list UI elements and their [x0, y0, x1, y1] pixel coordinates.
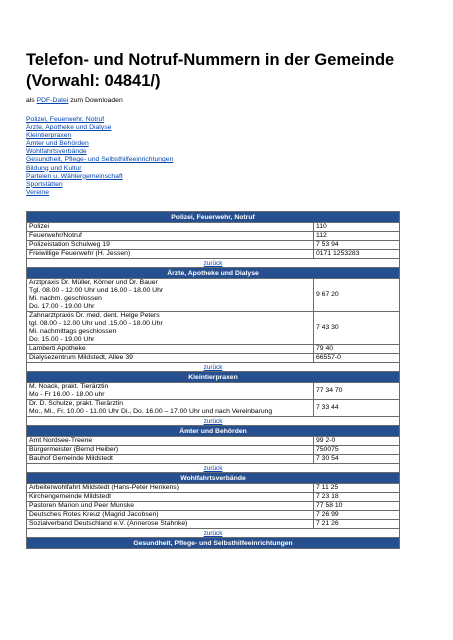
table-row	[27, 502, 400, 511]
section-header-polizei: Polizei, Feuerwehr, Notruf	[27, 212, 400, 223]
back-row	[27, 529, 400, 538]
table-row	[27, 312, 400, 345]
table-row	[27, 232, 400, 241]
entry-number: 110	[314, 223, 400, 232]
entry-line: Tgl. 08.00 - 12.00 Uhr und 16.00 - 18.00 Uhr	[29, 287, 164, 294]
entry-line: Dr. D. Schulze, prakt. Tierärztin	[29, 400, 124, 407]
entry-number: 7 21 26	[314, 520, 400, 529]
entry-name: Lamberti Apotheke	[27, 345, 314, 354]
entry-line: Mo., Mi., Fr. 10.00 - 11.00 Uhr Di., Do. 16.00 – 17.00 Uhr und nach Vereinbarung	[29, 408, 273, 415]
toc-link-vereine[interactable]: Vereine	[26, 188, 50, 196]
table-row	[27, 250, 400, 259]
entry-name: Deutsches Rotes Kreuz (Magrid Jacobsen)	[27, 511, 314, 520]
entry-name	[27, 279, 314, 312]
entry-number: 0171 1253283	[314, 250, 400, 259]
entry-number: 7 23 18	[314, 493, 400, 502]
toc-link-gesundheit[interactable]: Gesundheit, Pflege- und Selbsthilfeeinrichtungen	[26, 156, 174, 164]
table-row	[27, 279, 400, 312]
back-link[interactable]: zurück	[203, 259, 223, 267]
back-row	[27, 417, 400, 426]
toc-link-wohlfahrt[interactable]: Wohlfahrtsverbände	[26, 148, 87, 156]
entry-number: 77 58 10	[314, 502, 400, 511]
entry-name	[27, 400, 314, 417]
download-line	[26, 96, 123, 105]
toc-link-aerzte[interactable]: Ärzte, Apotheke und Dialyse	[26, 124, 112, 132]
entry-number: 79 40	[314, 345, 400, 354]
entry-name	[27, 312, 314, 345]
back-link[interactable]: zurück	[203, 363, 223, 371]
entry-number: 7 26 99	[314, 511, 400, 520]
entry-name: Dialysezentrum Mildstedt, Allee 39	[27, 354, 314, 363]
back-link[interactable]: zurück	[203, 464, 223, 472]
entry-name: Arbeiterwohlfahrt Mildstedt (Hans-Peter Henkens)	[27, 484, 314, 493]
back-link[interactable]: zurück	[203, 417, 223, 425]
entry-number: 7 43 30	[314, 312, 400, 345]
entry-line: Mi. nachm. geschlossen	[29, 295, 102, 302]
toc-link-bildung[interactable]: Bildung und Kultur	[26, 164, 82, 172]
table-row	[27, 223, 400, 232]
table-row	[27, 345, 400, 354]
back-row	[27, 259, 400, 268]
entry-name: Sozialverband Deutschland e.V. (Annerose Stahnke)	[27, 520, 314, 529]
entry-line: Mo - Fr 16.00 - 18.00 uhr	[29, 391, 105, 398]
toc-link-parteien[interactable]: Parteien u. Wählergemeinschaft	[26, 172, 123, 180]
table-row	[27, 455, 400, 464]
entry-name: Bauhof Gemeinde Mildstedt	[27, 455, 314, 464]
entry-line: Zahnarztpraxis Dr. med. dent. Helge Peters	[29, 312, 160, 319]
entry-number: 77 34 70	[314, 383, 400, 400]
entry-name: Feuerwehr/Notruf	[27, 232, 314, 241]
entry-number: 9 67 20	[314, 279, 400, 312]
entry-number: 66557-0	[314, 354, 400, 363]
entry-line: Do. 17.00 - 19.00 Uhr	[29, 303, 95, 310]
entry-number: 99 2-0	[314, 437, 400, 446]
entry-name: Bürgermeister (Bernd Heiber)	[27, 446, 314, 455]
table-row	[27, 520, 400, 529]
entry-name: Pastoren Marion und Peer Munske	[27, 502, 314, 511]
entry-name: Polizei	[27, 223, 314, 232]
entry-name: Freiwillige Feuerwehr (H. Jessen)	[27, 250, 314, 259]
entry-number: 7 53 94	[314, 241, 400, 250]
back-row	[27, 464, 400, 473]
toc-link-polizei[interactable]: Polizei, Feuerwehr, Notruf	[26, 116, 105, 123]
table-row	[27, 446, 400, 455]
entry-line: M. Noack, prakt. Tierärztin	[29, 383, 109, 390]
entry-name: Amt Nordsee-Treene	[27, 437, 314, 446]
entry-line: Arztpraxis Dr. Müller, Körner und Dr. Bauer	[29, 279, 158, 286]
toc-link-sportstaetten[interactable]: Sportstätten	[26, 180, 63, 188]
download-suffix: zum Downloaden	[70, 97, 123, 104]
entry-number: 7 11 25	[314, 484, 400, 493]
section-header-aerzte: Ärzte, Apotheke und Dialyse	[27, 268, 400, 279]
entry-number: 7 33 44	[314, 400, 400, 417]
section-header-wohlfahrt: Wohlfahrtsverbände	[27, 473, 400, 484]
phone-table	[26, 211, 400, 549]
back-link[interactable]: zurück	[203, 529, 223, 537]
entry-line: Do. 15.00 - 19.00 Uhr	[29, 336, 95, 343]
table-row	[27, 383, 400, 400]
table-row	[27, 493, 400, 502]
download-prefix: als	[26, 97, 35, 104]
back-row	[27, 363, 400, 372]
entry-line: Mi. nachmittags geschlossen	[29, 328, 117, 335]
toc-link-kleintierpraxen[interactable]: Kleintierpraxen	[26, 132, 72, 140]
entry-number: 112	[314, 232, 400, 241]
table-row	[27, 400, 400, 417]
entry-line: tgl. 08.00 - 12.00 Uhr und .15.00 - 18.00 Uhr	[29, 320, 163, 327]
table-row	[27, 511, 400, 520]
toc-link-aemter[interactable]: Ämter und Behörden	[26, 140, 89, 148]
entry-name: Kirchengemeinde Mildstedt	[27, 493, 314, 502]
entry-name: Polizeistation Schulweg 19	[27, 241, 314, 250]
table-row	[27, 437, 400, 446]
section-header-kleintierpraxen: Kleintierpraxen	[27, 372, 400, 383]
section-header-gesundheit: Gesundheit, Pflege- und Selbsthilfeeinrichtungen	[27, 538, 400, 549]
pdf-download-link[interactable]: PDF-Datei	[36, 97, 69, 104]
table-of-contents	[26, 116, 173, 197]
page-title: Telefon- und Notruf-Nummern in der Gemeinde (Vorwahl: 04841/)	[26, 51, 395, 90]
table-row	[27, 484, 400, 493]
section-header-aemter: Ämter und Behörden	[27, 426, 400, 437]
table-row	[27, 354, 400, 363]
entry-number: 750075	[314, 446, 400, 455]
entry-name	[27, 383, 314, 400]
table-row	[27, 241, 400, 250]
entry-number: 7 30 54	[314, 455, 400, 464]
